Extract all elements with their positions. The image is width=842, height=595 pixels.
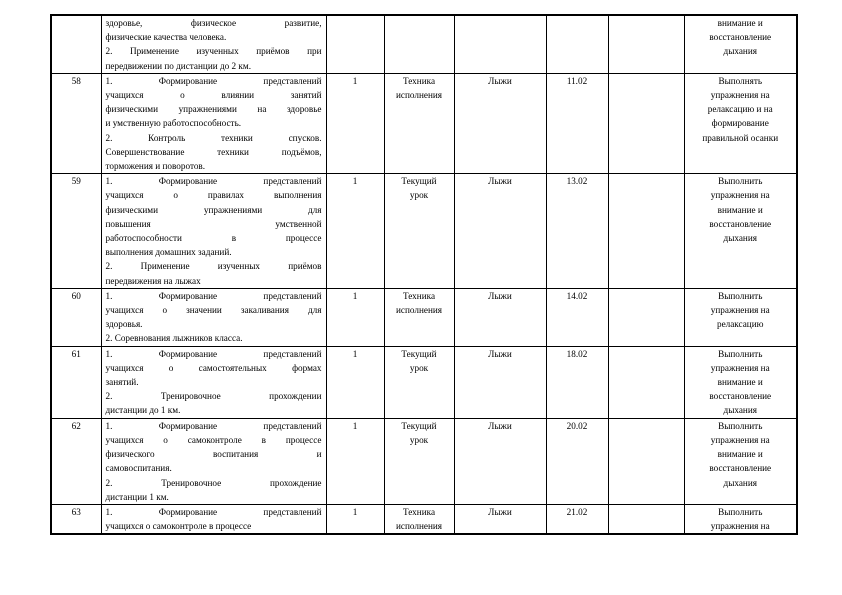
lesson-description-cell [101,504,326,534]
date-cell: 18.02 [546,346,608,418]
type-line: Техника [402,290,436,301]
hw-line: дыхания [723,233,757,244]
lesson-type-cell [384,288,454,346]
type-line: Техника [402,506,436,517]
desc-line: учащихся о правилах выполнения [105,190,322,201]
type-line: Текущий [401,176,437,187]
lesson-type-cell [384,73,454,173]
date-cell [546,15,608,73]
type-line: урок [409,362,429,373]
desc-line: торможения и поворотов. [105,161,206,172]
desc-line: повышения умственной [105,218,322,229]
hw-line: упражнения на [710,362,770,373]
lesson-description-cell [101,73,326,173]
type-line: Текущий [401,420,437,431]
desc-line: здоровья. [105,319,143,330]
desc-line: 1. Формирование представлений [105,75,322,86]
lesson-type-cell [384,418,454,504]
hw-line: формирование [711,118,769,129]
empty-cell [608,346,684,418]
lesson-type-cell [384,346,454,418]
desc-line: учащихся о влиянии занятий [105,90,322,101]
hw-line: упражнения на [710,434,770,445]
equipment-cell [454,15,546,73]
type-line: исполнения [395,305,443,316]
date-cell: 21.02 [546,504,608,534]
desc-line: здоровье, физическое развитие, [105,18,322,28]
hw-line: упражнения на [710,190,770,201]
desc-line: 2. Применение изученных приёмов при [105,46,322,57]
lesson-description-cell [101,174,326,289]
hw-line: Выполнить [718,348,763,359]
hw-line: упражнения на [710,521,770,532]
date-cell: 11.02 [546,73,608,173]
hours-cell: 1 [326,346,384,418]
desc-line: 2. Тренировочное прохождении [105,391,322,402]
desc-line: 1. Формирование представлений [105,290,322,301]
hw-line: внимание и [717,18,763,28]
type-line: Техника [402,75,436,86]
desc-line: физическими упражнениями для [105,204,322,215]
equipment-cell: Лыжи [454,288,546,346]
table-row [51,504,797,534]
desc-line: 2. Соревнования лыжников класса. [105,333,243,344]
desc-line: 1. Формирование представлений [105,506,322,517]
type-line: исполнения [395,521,443,532]
lesson-type-cell [384,15,454,73]
desc-line: занятий. [105,377,139,388]
lesson-description-cell [101,15,326,73]
desc-line: 1. Формирование представлений [105,348,322,359]
desc-line: передвижении по дистанции до 2 км. [105,60,252,71]
lesson-number-cell: 63 [51,504,101,534]
empty-cell [608,418,684,504]
hw-line: восстановление [709,463,772,474]
desc-line: 1. Формирование представлений [105,176,322,187]
hw-line: Выполнить [718,290,763,301]
hours-cell: 1 [326,504,384,534]
empty-cell [608,174,684,289]
homework-cell [684,504,797,534]
hw-line: внимание и [717,449,763,460]
hw-line: правильной осанки [702,132,779,143]
desc-line: самовоспитания. [105,463,172,474]
hw-line: восстановление [709,32,772,43]
hw-line: Выполнить [718,420,763,431]
desc-line: 2. Контроль техники спусков. [105,132,322,143]
type-line: урок [409,434,429,445]
desc-line: передвижения на лыжах [105,275,201,286]
desc-line: выполнения домашних заданий. [105,247,232,258]
desc-line: учащихся о значении закаливания для [105,305,322,316]
type-line: исполнения [395,90,443,101]
homework-cell [684,418,797,504]
type-line: Текущий [401,348,437,359]
homework-cell [684,73,797,173]
date-cell: 20.02 [546,418,608,504]
lesson-number-cell: 59 [51,174,101,289]
hours-cell: 1 [326,174,384,289]
lesson-type-cell [384,174,454,289]
desc-line: учащихся о самоконтроле в процессе [105,521,252,532]
desc-line: физические качества человека. [105,32,227,43]
lesson-description-cell [101,346,326,418]
table-body [51,15,797,534]
date-cell: 14.02 [546,288,608,346]
lesson-number-cell: 58 [51,73,101,173]
lesson-plan-table [50,14,798,535]
lesson-description-cell [101,288,326,346]
desc-line: учащихся о самостоятельных формах [105,362,322,373]
equipment-cell: Лыжи [454,346,546,418]
hw-line: Выполнить [718,176,763,187]
hw-line: упражнения на [710,305,770,316]
hw-line: дыхания [723,477,757,488]
desc-line: физического воспитания и [105,449,322,460]
equipment-cell: Лыжи [454,504,546,534]
table-row [51,73,797,173]
desc-line: Совершенствование техники подъёмов, [105,146,322,157]
lesson-number-cell [51,15,101,73]
hours-cell: 1 [326,418,384,504]
empty-cell [608,288,684,346]
hw-line: внимание и [717,377,763,388]
hw-line: упражнения на [710,90,770,101]
hw-line: релаксацию и на [707,104,773,115]
lesson-number-cell: 60 [51,288,101,346]
type-line: урок [409,190,429,201]
hw-line: внимание и [717,204,763,215]
desc-line: 2. Применение изученных приёмов [105,261,322,272]
desc-line: работоспособности в процессе [105,233,322,244]
table-row [51,418,797,504]
empty-cell [608,504,684,534]
hours-cell [326,15,384,73]
empty-cell [608,15,684,73]
hw-line: дыхания [723,46,757,57]
desc-line: физическими упражнениями на здоровье [105,104,322,115]
table-row [51,346,797,418]
equipment-cell: Лыжи [454,418,546,504]
hw-line: Выполнить [718,506,763,517]
homework-cell [684,288,797,346]
homework-cell [684,174,797,289]
hw-line: дыхания [723,405,757,416]
hours-cell: 1 [326,288,384,346]
homework-cell [684,15,797,73]
hw-line: Выполнять [718,75,763,86]
equipment-cell: Лыжи [454,73,546,173]
hours-cell: 1 [326,73,384,173]
equipment-cell: Лыжи [454,174,546,289]
hw-line: восстановление [709,218,772,229]
table-row [51,288,797,346]
table-row [51,174,797,289]
table-row [51,15,797,73]
desc-line: учащихся о самоконтроле в процессе [105,434,322,445]
desc-line: 1. Формирование представлений [105,420,322,431]
desc-line: дистанции 1 км. [105,491,169,502]
lesson-number-cell: 61 [51,346,101,418]
desc-line: и умственную работоспособность. [105,118,242,129]
lesson-description-cell [101,418,326,504]
desc-line: дистанции до 1 км. [105,405,181,416]
desc-line: 2. Тренировочное прохождение [105,477,322,488]
date-cell: 13.02 [546,174,608,289]
hw-line: релаксацию [716,319,764,330]
homework-cell [684,346,797,418]
lesson-type-cell [384,504,454,534]
lesson-number-cell: 62 [51,418,101,504]
empty-cell [608,73,684,173]
hw-line: восстановление [709,391,772,402]
